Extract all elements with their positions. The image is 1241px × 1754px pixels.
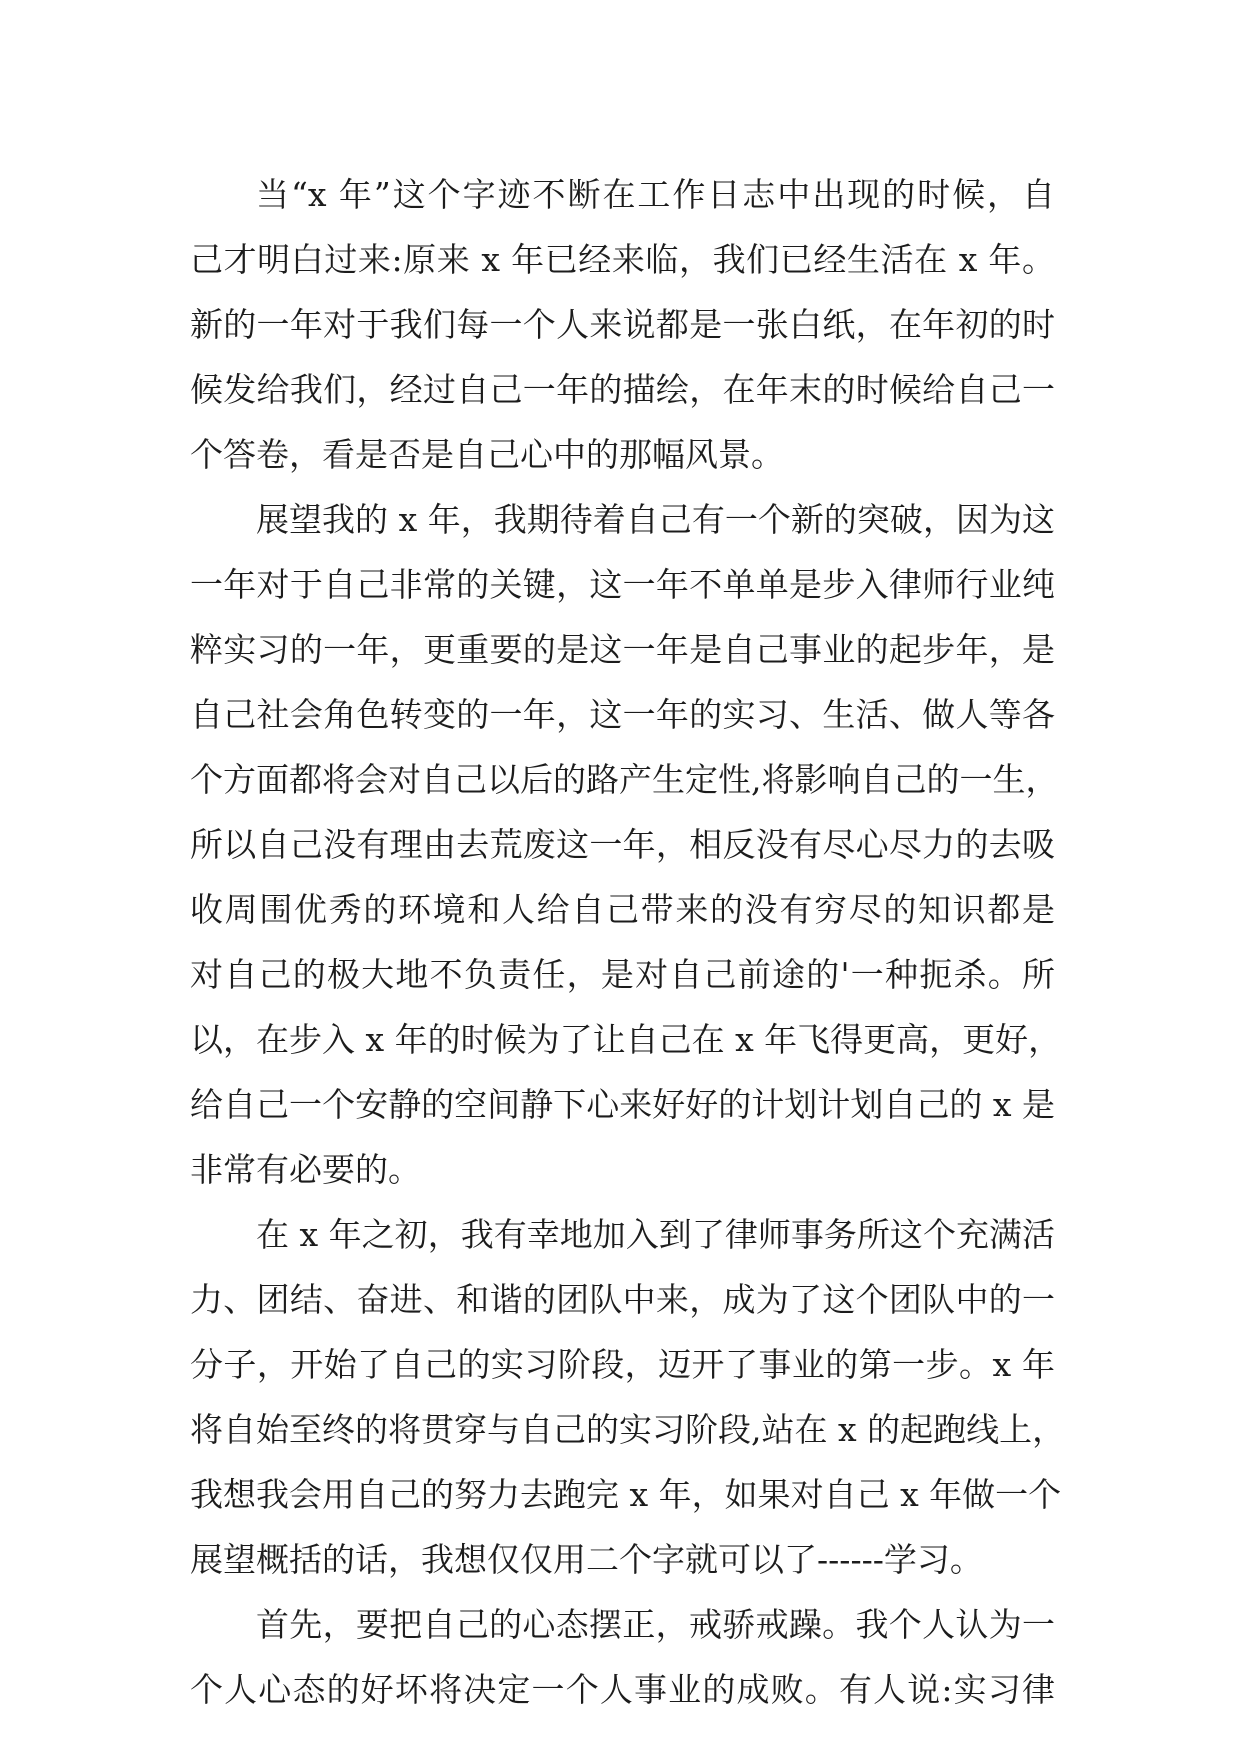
text-line: 自己社会角色转变的一年，这一年的实习、生活、做人等各 <box>190 695 1055 734</box>
text-line: 非常有必要的。 <box>190 1150 421 1189</box>
text-line: 个方面都将会对自己以后的路产生定性,将影响自己的一生， <box>190 760 1059 799</box>
text-line: 新的一年对于我们每一个人来说都是一张白纸，在年初的时 <box>190 305 1055 344</box>
text-line: 当“x 年”这个字迹不断在工作日志中出现的时候，自 <box>256 175 1055 214</box>
paragraph <box>190 162 1055 487</box>
text-line: 粹实习的一年，更重要的是这一年是自己事业的起步年，是 <box>190 630 1055 669</box>
text-line: 展望概括的话，我想仅仅用二个字就可以了------学习。 <box>190 1540 983 1579</box>
document-body <box>190 162 1066 1722</box>
text-line: 在 x 年之初，我有幸地加入到了律师事务所这个充满活 <box>256 1215 1055 1254</box>
paragraph <box>190 1592 1055 1722</box>
text-line: 将自始至终的将贯穿与自己的实习阶段,站在 x 的起跑线上， <box>190 1410 1066 1449</box>
text-line: 以，在步入 x 年的时候为了让自己在 x 年飞得更高，更好， <box>190 1020 1062 1059</box>
paragraph <box>190 487 1062 1202</box>
text-line: 我想我会用自己的努力去跑完 x 年，如果对自己 x 年做一个 <box>190 1475 1062 1514</box>
text-line: 首先，要把自己的心态摆正，戒骄戒躁。我个人认为一 <box>256 1605 1055 1644</box>
text-line: 己才明白过来:原来 x 年已经来临，我们已经生活在 x 年。 <box>190 240 1055 279</box>
text-line: 个人心态的好坏将决定一个人事业的成败。有人说:实习律 <box>190 1670 1055 1709</box>
text-line: 给自己一个安静的空间静下心来好好的计划计划自己的 x 是 <box>190 1085 1055 1124</box>
text-line: 候发给我们，经过自己一年的描绘，在年末的时候给自己一 <box>190 370 1055 409</box>
text-line: 分子，开始了自己的实习阶段，迈开了事业的第一步。x 年 <box>190 1345 1055 1384</box>
text-line: 收周围优秀的环境和人给自己带来的没有穷尽的知识都是 <box>190 890 1055 929</box>
text-line: 一年对于自己非常的关键，这一年不单单是步入律师行业纯 <box>190 565 1055 604</box>
text-line: 力、团结、奋进、和谐的团队中来，成为了这个团队中的一 <box>190 1280 1055 1319</box>
text-line: 所以自己没有理由去荒废这一年，相反没有尽心尽力的去吸 <box>190 825 1055 864</box>
paragraph <box>190 1202 1066 1592</box>
text-line: 个答卷，看是否是自己心中的那幅风景。 <box>190 435 784 474</box>
text-line: 对自己的极大地不负责任，是对自己前途的'一种扼杀。所 <box>190 955 1055 994</box>
text-line: 展望我的 x 年，我期待着自己有一个新的突破，因为这 <box>256 500 1055 539</box>
